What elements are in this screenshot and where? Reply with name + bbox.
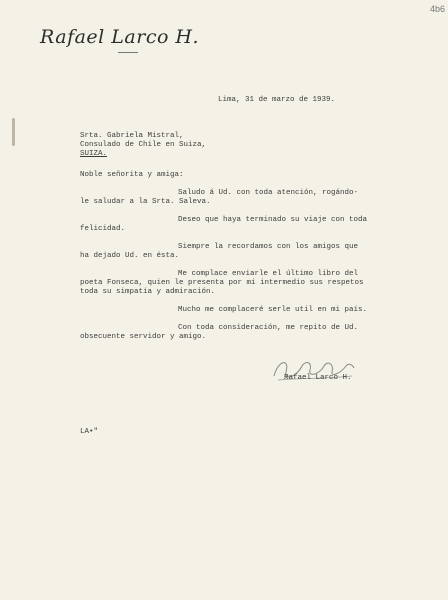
- recipient-position: Consulado de Chile en Suiza,: [80, 141, 207, 149]
- body-line: Con toda consideración, me repito de Ud.: [178, 324, 359, 332]
- typist-initials: LA•": [80, 428, 99, 436]
- letter-date: Lima, 31 de marzo de 1939.: [218, 96, 336, 104]
- letterhead-underline: [118, 52, 138, 53]
- body-line: poeta Fonseca, quien le presenta por mi intermedio sus respetos: [80, 279, 364, 287]
- body-line: toda su simpatía y admiración.: [80, 288, 216, 296]
- recipient-name: Srta. Gabriela Mistral,: [80, 132, 184, 140]
- body-line: ha dejado Ud. en ésta.: [80, 252, 180, 260]
- salutation: Noble señorita y amiga:: [80, 171, 184, 179]
- recipient-country: SUIZA.: [80, 150, 108, 158]
- letterhead-name: Rafael Larco H.: [40, 26, 200, 48]
- archive-number: 4b6: [429, 4, 445, 14]
- body-line: felicidad.: [80, 225, 126, 233]
- body-line: Deseo que haya terminado su viaje con toda: [178, 216, 368, 224]
- body-line: Me complace enviarle el último libro del: [178, 270, 359, 278]
- typed-signature: Rafael Larco H.: [284, 374, 352, 382]
- body-line: Siempre la recordamos con los amigos que: [178, 243, 359, 251]
- binder-hole-mark: [12, 118, 15, 146]
- body-line: Mucho me complaceré serle util en mi país.: [178, 306, 368, 314]
- body-line: Saludo á Ud. con toda atención, rogándo-: [178, 189, 359, 197]
- body-line: obsecuente servidor y amigo.: [80, 333, 207, 341]
- body-line: le saludar a la Srta. Saleva.: [80, 198, 211, 206]
